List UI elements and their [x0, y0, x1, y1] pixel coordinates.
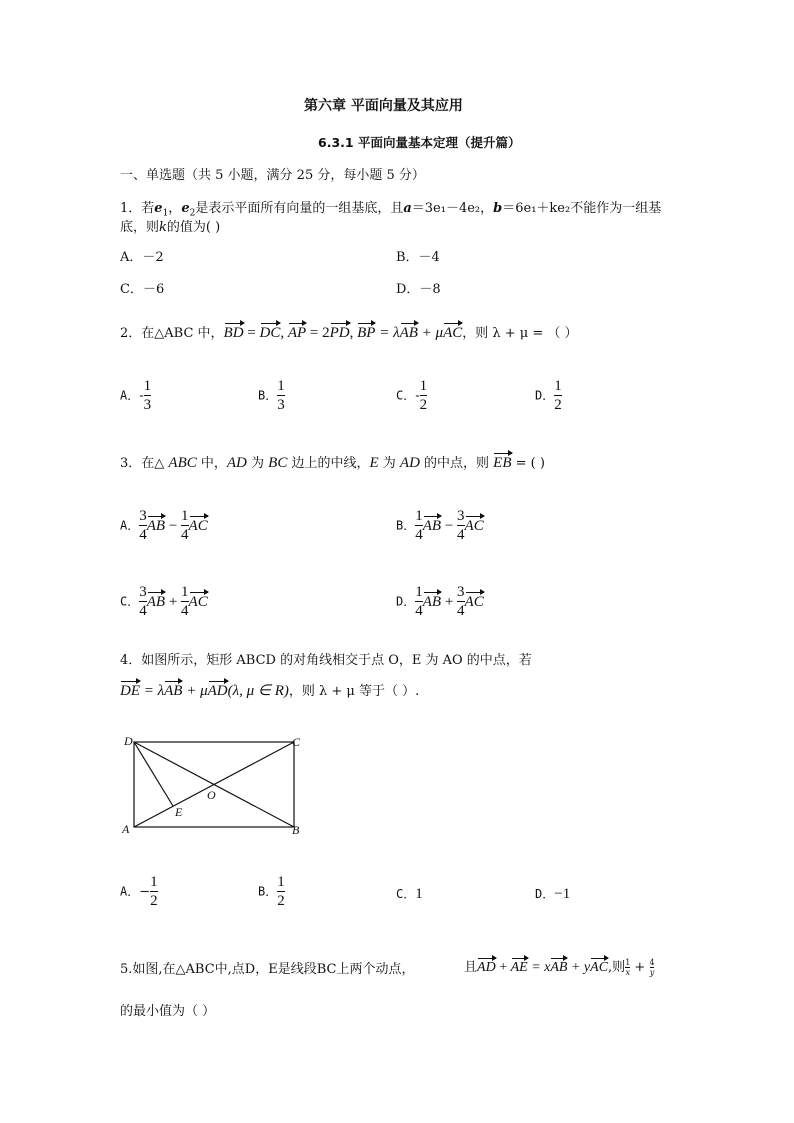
- q5-condition: 且AD + AE = xAB + yAC,则 $\frac{1}{x}$ + $\frac{4}{y}$: [464, 958, 655, 977]
- label-o: O: [207, 788, 216, 802]
- q4-option-c[interactable]: C．1: [396, 886, 423, 902]
- label-a: A: [122, 822, 130, 836]
- q2-option-d[interactable]: D． $\frac{1}{2}$: [535, 378, 562, 413]
- q3-option-a[interactable]: A． $\frac{3}{4}$ AB − $\frac{1}{4}$ AC: [120, 508, 208, 543]
- q5-line1: 5.如图,在△ABC中,点D，E是线段BC上两个动点，: [120, 962, 415, 977]
- q1-line1: 1．若$e_1$，$e_2$是表示平面所有向量的一组基底，且a＝3e₁－4e₂，b＝6e₁＋ke₂不能作为一组基: [120, 201, 662, 219]
- q2-stem: 2．在△ABC 中，BD = DC, AP = 2PD, BP = λAB + μAC，则 λ + μ = （ ）: [120, 325, 578, 341]
- section-title: 6.3.1 平面向量基本定理（提升篇）: [318, 135, 521, 150]
- segment-de: [134, 742, 173, 806]
- q2-option-b[interactable]: B． $\frac{1}{3}$: [258, 378, 285, 413]
- label-b: B: [292, 823, 300, 837]
- q5-line2: 的最小值为（ ）: [120, 1004, 216, 1019]
- label-d: D: [124, 734, 133, 748]
- q4-option-a[interactable]: A．− $\frac{1}{2}$: [120, 874, 158, 909]
- q2-option-a[interactable]: A．- $\frac{1}{3}$: [120, 378, 152, 413]
- q1-line2: 底，则k的值为( ): [120, 220, 221, 235]
- q4-line1: 4．如图所示，矩形 ABCD 的对角线相交于点 O，E 为 AO 的中点，若: [120, 653, 532, 668]
- q4-line2: DE = λAB + μAD(λ, μ ∈ R)，则 λ + μ 等于（ ）.: [120, 683, 420, 699]
- q1-option-c[interactable]: C．－6: [120, 282, 165, 297]
- q4-option-d[interactable]: D．−1: [535, 886, 571, 902]
- section-heading: 一、单选题（共 5 小题，满分 25 分，每小题 5 分）: [120, 168, 425, 183]
- rectangle-figure: [118, 732, 308, 838]
- q1-option-d[interactable]: D．－8: [396, 282, 441, 297]
- label-e: E: [175, 805, 183, 819]
- q1-option-a[interactable]: A．－2: [120, 250, 164, 265]
- chapter-title: 第六章 平面向量及其应用: [304, 98, 463, 114]
- label-c: C: [292, 735, 301, 749]
- q3-stem: 3．在△ ABC 中，AD 为 BC 边上的中线，E 为 AD 的中点，则 EB = ( ): [120, 455, 545, 471]
- q4-option-b[interactable]: B． $\frac{1}{2}$: [258, 874, 285, 909]
- q3-option-b[interactable]: B． $\frac{1}{4}$ AB − $\frac{3}{4}$ AC: [396, 508, 484, 543]
- q3-option-d[interactable]: D． $\frac{1}{4}$ AB + $\frac{3}{4}$ AC: [396, 584, 484, 619]
- q1-option-b[interactable]: B．－4: [396, 250, 440, 265]
- q2-option-c[interactable]: C．- $\frac{1}{2}$: [396, 378, 428, 413]
- q3-option-c[interactable]: C． $\frac{3}{4}$ AB + $\frac{1}{4}$ AC: [120, 584, 208, 619]
